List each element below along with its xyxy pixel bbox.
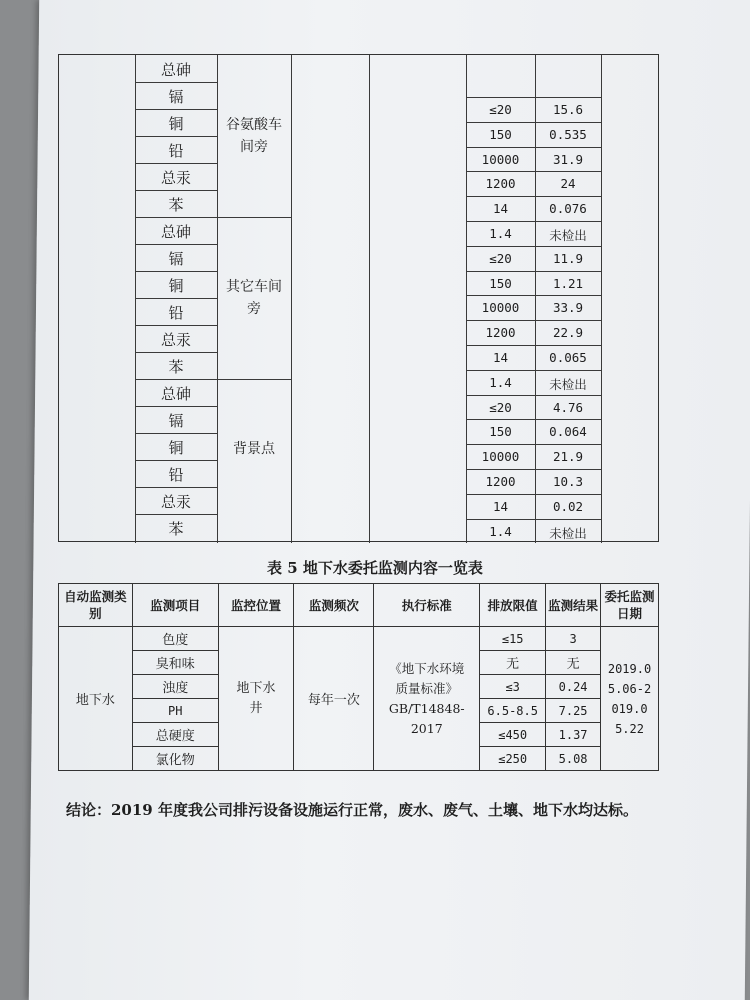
- grid-line: [135, 460, 217, 461]
- header-cell: 自动监测类别: [59, 584, 133, 627]
- limit-cell: 1200: [485, 325, 516, 341]
- grid-line: [466, 171, 601, 172]
- header-cell: 执行标准: [374, 584, 480, 627]
- item-cell: 苯: [168, 520, 184, 538]
- grid-line: [466, 122, 601, 123]
- result-cell: 0.535: [549, 126, 587, 142]
- limit-cell: 1200: [485, 474, 516, 489]
- result-cell: 未检出: [549, 525, 587, 541]
- grid-line: [466, 345, 601, 346]
- result-cell: 3: [546, 627, 601, 651]
- grid-line: [135, 487, 217, 488]
- grid-line: [135, 379, 217, 380]
- item-cell: 总砷: [160, 61, 191, 79]
- limit-cell: 150: [489, 126, 512, 142]
- grid-line: [135, 514, 217, 515]
- grid-line: [135, 136, 217, 137]
- result-cell: 21.9: [552, 449, 584, 465]
- limit-cell: ≤20: [489, 250, 512, 266]
- item-cell: 铅: [168, 304, 184, 322]
- grid-line: [135, 298, 217, 299]
- limit-cell: ≤20: [489, 102, 512, 117]
- result-cell: 15.6: [552, 102, 584, 117]
- limit-cell: 10000: [481, 151, 520, 167]
- limit-cell: 150: [489, 424, 512, 440]
- location-cell: 其它车间旁: [226, 279, 282, 317]
- item-cell: 铜: [168, 115, 184, 133]
- grid-line: [466, 246, 601, 247]
- item-cell: 氯化物: [132, 747, 218, 771]
- grid-line: [135, 190, 217, 191]
- groundwater-table: [58, 583, 659, 771]
- soil-results-table: [58, 54, 659, 542]
- result-cell: 24: [560, 176, 576, 192]
- result-cell: 33.9: [552, 300, 584, 316]
- grid-line: [217, 217, 291, 218]
- result-cell: 1.37: [546, 723, 601, 747]
- table5-caption: 表 5 地下水委托监测内容一览表: [267, 559, 483, 577]
- item-cell: 总硬度: [132, 723, 218, 747]
- item-cell: 浊度: [132, 675, 218, 699]
- limit-cell: ≤250: [480, 747, 546, 771]
- limit-cell: ≤15: [480, 627, 546, 651]
- item-cell: 铅: [168, 466, 184, 484]
- result-cell: 11.9: [552, 250, 584, 266]
- item-cell: 苯: [168, 196, 184, 214]
- limit-cell: ≤450: [480, 723, 546, 747]
- grid-line: [601, 55, 602, 543]
- result-cell: 5.08: [546, 747, 601, 771]
- result-cell: 0.076: [549, 201, 587, 217]
- item-cell: 铅: [168, 142, 184, 160]
- conclusion-text: 结论：2019 年度我公司排污设备设施运行正常，废水、废气、土壤、地下水均达标。: [66, 801, 638, 819]
- grid-line: [369, 55, 370, 543]
- result-cell: 4.76: [552, 399, 584, 415]
- grid-line: [135, 82, 217, 83]
- result-cell: 0.065: [549, 350, 587, 365]
- grid-line: [135, 352, 217, 353]
- limit-cell: 1.4: [489, 374, 512, 390]
- limit-cell: 无: [480, 651, 546, 675]
- result-cell: 7.25: [546, 699, 601, 723]
- grid-line: [291, 55, 292, 543]
- table5-header-row: [59, 584, 659, 627]
- result-cell: 0.064: [549, 424, 587, 440]
- grid-line: [466, 147, 601, 148]
- result-cell: 1.21: [552, 275, 584, 291]
- item-cell: 镉: [168, 88, 184, 106]
- result-cell: 22.9: [552, 325, 584, 341]
- result-cell: 未检出: [549, 228, 587, 243]
- grid-line: [466, 320, 601, 321]
- grid-line: [135, 109, 217, 110]
- grid-line: [466, 295, 601, 296]
- header-cell: 监测结果: [546, 584, 601, 627]
- position-cell: 地下水井: [218, 627, 294, 771]
- limit-cell: 1.4: [489, 226, 512, 241]
- header-cell: 监控位置: [218, 584, 294, 627]
- item-cell: 镉: [168, 250, 184, 268]
- result-cell: 10.3: [552, 474, 584, 489]
- result-cell: 未检出: [549, 376, 587, 392]
- item-cell: 总砷: [160, 223, 191, 241]
- limit-cell: ≤20: [489, 399, 512, 415]
- item-cell: 镉: [168, 412, 184, 430]
- standard-cell: 《地下水环境质量标准》GB/T14848-2017: [374, 627, 480, 771]
- grid-line: [466, 395, 601, 396]
- grid-line: [466, 271, 601, 272]
- grid-line: [135, 433, 217, 434]
- item-cell: 臭和味: [132, 651, 218, 675]
- item-cell: 总汞: [160, 331, 191, 349]
- item-cell: 色度: [132, 627, 218, 651]
- item-cell: 总汞: [160, 169, 191, 187]
- grid-line: [135, 271, 217, 272]
- location-cell: 背景点: [233, 441, 275, 457]
- grid-line: [466, 370, 601, 371]
- item-cell: PH: [132, 699, 218, 723]
- result-cell: 31.9: [552, 151, 584, 167]
- limit-cell: 10000: [481, 300, 520, 316]
- limit-cell: 6.5-8.5: [480, 699, 546, 723]
- location-cell: 谷氨酸车间旁: [226, 117, 282, 155]
- grid-line: [135, 406, 217, 407]
- header-cell: 排放限值: [480, 584, 546, 627]
- grid-line: [466, 444, 601, 445]
- item-cell: 苯: [168, 358, 184, 376]
- limit-cell: 1200: [485, 176, 516, 192]
- grid-line: [217, 379, 291, 380]
- item-cell: 铜: [168, 439, 184, 457]
- limit-cell: 14: [492, 201, 509, 217]
- grid-line: [466, 469, 601, 470]
- header-cell: 监测项目: [132, 584, 218, 627]
- category-cell: 地下水: [59, 627, 133, 771]
- header-cell: 委托监测日期: [601, 584, 659, 627]
- limit-cell: 14: [492, 498, 509, 514]
- item-cell: 总汞: [160, 493, 191, 511]
- grid-line: [135, 217, 217, 218]
- grid-line: [466, 221, 601, 222]
- limit-cell: 14: [492, 350, 509, 365]
- table-row: [59, 627, 659, 651]
- limit-cell: 10000: [481, 449, 520, 465]
- result-cell: 0.02: [552, 498, 584, 514]
- frequency-cell: 每年一次: [294, 627, 374, 771]
- result-cell: 0.24: [546, 675, 601, 699]
- grid-line: [466, 97, 601, 98]
- grid-line: [135, 244, 217, 245]
- result-cell: 无: [546, 651, 601, 675]
- grid-line: [466, 494, 601, 495]
- limit-cell: ≤3: [480, 675, 546, 699]
- grid-line: [466, 196, 601, 197]
- limit-cell: 150: [489, 275, 512, 291]
- grid-line: [217, 55, 218, 543]
- item-cell: 总砷: [160, 385, 191, 403]
- grid-line: [135, 163, 217, 164]
- limit-cell: 1.4: [489, 523, 512, 539]
- item-cell: 铜: [168, 277, 184, 295]
- grid-line: [135, 325, 217, 326]
- grid-line: [466, 419, 601, 420]
- grid-line: [466, 519, 601, 520]
- date-cell: 2019.05.06-2019.05.22: [601, 627, 659, 771]
- header-cell: 监测频次: [294, 584, 374, 627]
